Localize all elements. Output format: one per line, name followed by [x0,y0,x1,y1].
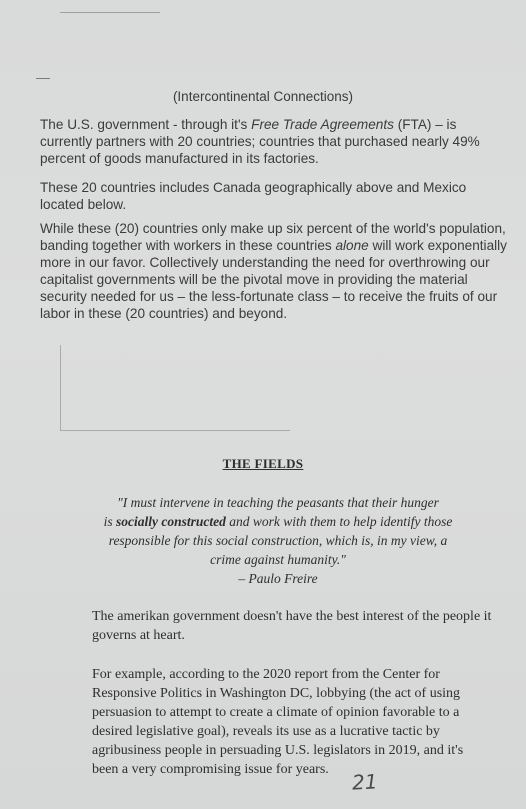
paragraph-fta-emphasis: Free Trade Agreements [251,117,394,132]
quote-line-3: responsible for this social construction, which is, in my view, a [108,533,448,548]
section-subtitle: (Intercontinental Connections) [172,89,354,104]
page-number: 21 [351,769,379,795]
paragraph-fta-end: (FTA) – is currently partners with 20 countries; countries that purchased nearly 49% percent of goods manufactured in its factories. [40,117,480,166]
paragraph-lobbying: For example, according to the 2020 report from the Center for Responsive Politics in Washington DC, lobbying (the act of using persuasion to attempt to create a climate of opinion favorable to a desired legislative goal), reveals its use as a lucrative tactic by agribusiness people in persuading U.S. legislators in 2019, and it's been a very compromising issue for years. [92,667,464,777]
paragraph-countries: These 20 countries includes Canada geographically above and Mexico located below. [40,180,467,212]
paragraph-fta-start: The U.S. government - through it's [40,117,252,132]
quote-line-2-end: and work with them to help identify those [225,514,453,529]
frame-horizontal-line [60,430,290,431]
fields-title: THE FIELDS [222,456,304,471]
quote-author: – Paulo Freire [238,571,318,586]
freire-quote [80,493,476,588]
paragraph-population-end: will work exponentially more in our favor. Collectively understanding the need for overthrowing our capitalist governments will be the pivotal move in providing the material security needed for us – the less-fortunate class – to receive the fruits of our labor in these (20 countries) and beyond. [40,238,507,321]
frame-vertical-line [60,345,61,430]
top-divider [60,12,160,13]
quote-line-2-start: is [103,514,117,529]
margin-mark [36,78,50,79]
paragraph-population-emphasis: alone [335,238,369,253]
quote-line-2-emphasis: socially constructed [116,514,226,529]
paragraph-government: The amerikan government doesn't have the best interest of the people it governs at heart. [92,609,492,643]
paragraph-population-start: While these (20) countries only make up six percent of the world's population, banding together with workers in these countries [40,221,506,253]
quote-line-1: "I must intervene in teaching the peasants that their hunger [117,495,439,510]
paragraph-fta [40,116,512,167]
paragraph-population [40,220,512,322]
quote-line-4: crime against humanity." [210,552,346,567]
